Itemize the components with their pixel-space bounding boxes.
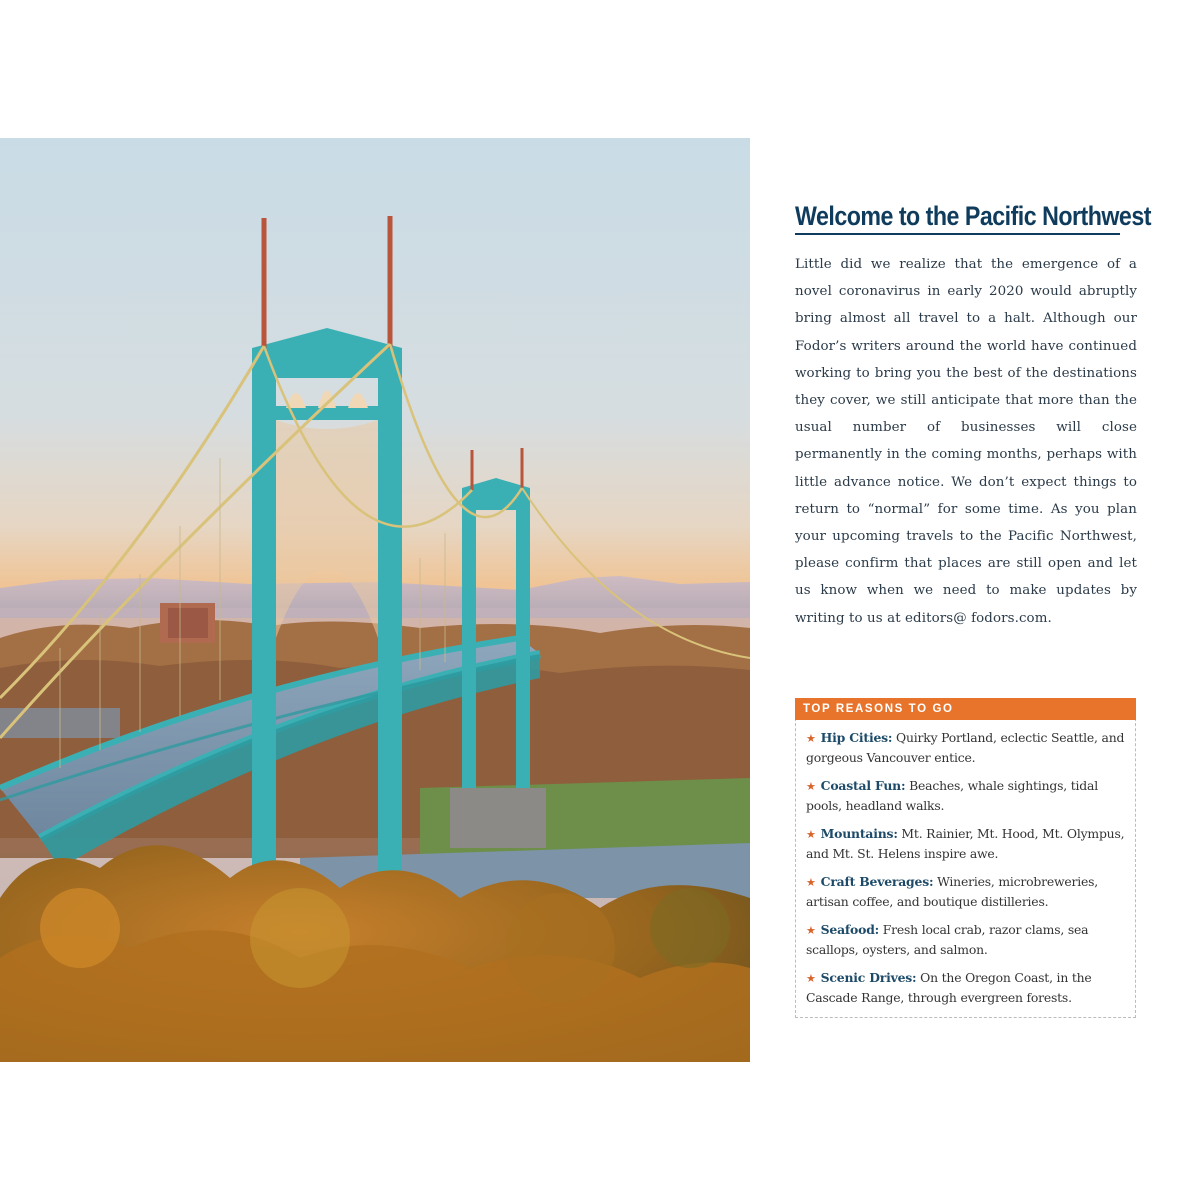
reason-item <box>806 920 1129 959</box>
reason-item <box>806 824 1129 863</box>
reason-item <box>806 776 1129 815</box>
top-reasons-header: TOP REASONS TO GO <box>795 698 1136 720</box>
reason-text: Beaches, whale sightings, tidal pools, headland walks. <box>806 778 1098 813</box>
reason-label: Hip Cities: <box>820 730 893 745</box>
reason-label: Seafood: <box>820 922 880 937</box>
reason-label: Scenic Drives: <box>820 970 917 985</box>
reason-item <box>806 728 1129 767</box>
reason-text: On the Oregon Coast, in the Cascade Range, through evergreen forests. <box>806 970 1092 1005</box>
reason-text: Mt. Rainier, Mt. Hood, Mt. Olympus, and Mt. St. Helens inspire awe. <box>806 826 1125 861</box>
intro-paragraph: Little did we realize that the emergence of a novel coronavirus in early 2020 would abruptly bring almost all travel to a halt. Although our Fodor’s writers around the world have continued working to bring you the best of the destinations they cover, we still anticipate that more than the usual number of businesses will close permanently in the coming months, perhaps with little advance notice. We don’t expect things to return to “normal” for some time. As you plan your upcoming travels to the Pacific Northwest, please confirm that places are still open and let us know when we need to make updates by writing to us at editors@ fodors.com. <box>795 257 1137 626</box>
reason-label: Coastal Fun: <box>820 778 906 793</box>
reason-label: Mountains: <box>820 826 898 841</box>
reason-label: Craft Beverages: <box>820 874 934 889</box>
reason-text: Quirky Portland, eclectic Seattle, and gorgeous Vancouver entice. <box>806 730 1125 765</box>
star-icon: ★ <box>806 828 816 841</box>
top-reasons-list <box>796 720 1135 1017</box>
star-icon: ★ <box>806 732 816 745</box>
reason-text: Fresh local crab, razor clams, sea scallops, oysters, and salmon. <box>806 922 1089 957</box>
star-icon: ★ <box>806 972 816 985</box>
bridge-photo <box>0 138 750 1062</box>
star-icon: ★ <box>806 876 816 889</box>
text-column <box>795 200 1151 645</box>
reason-item <box>806 872 1129 911</box>
top-reasons-box <box>795 698 1136 1018</box>
title-underline <box>795 233 1120 235</box>
star-icon: ★ <box>806 924 816 937</box>
reason-item <box>806 968 1129 1007</box>
star-icon: ★ <box>806 780 816 793</box>
page-title: Welcome to the Pacific Northwest <box>795 201 1151 231</box>
book-spread <box>0 138 1200 1062</box>
reason-text: Wineries, microbreweries, artisan coffee, and boutique distilleries. <box>806 874 1099 909</box>
